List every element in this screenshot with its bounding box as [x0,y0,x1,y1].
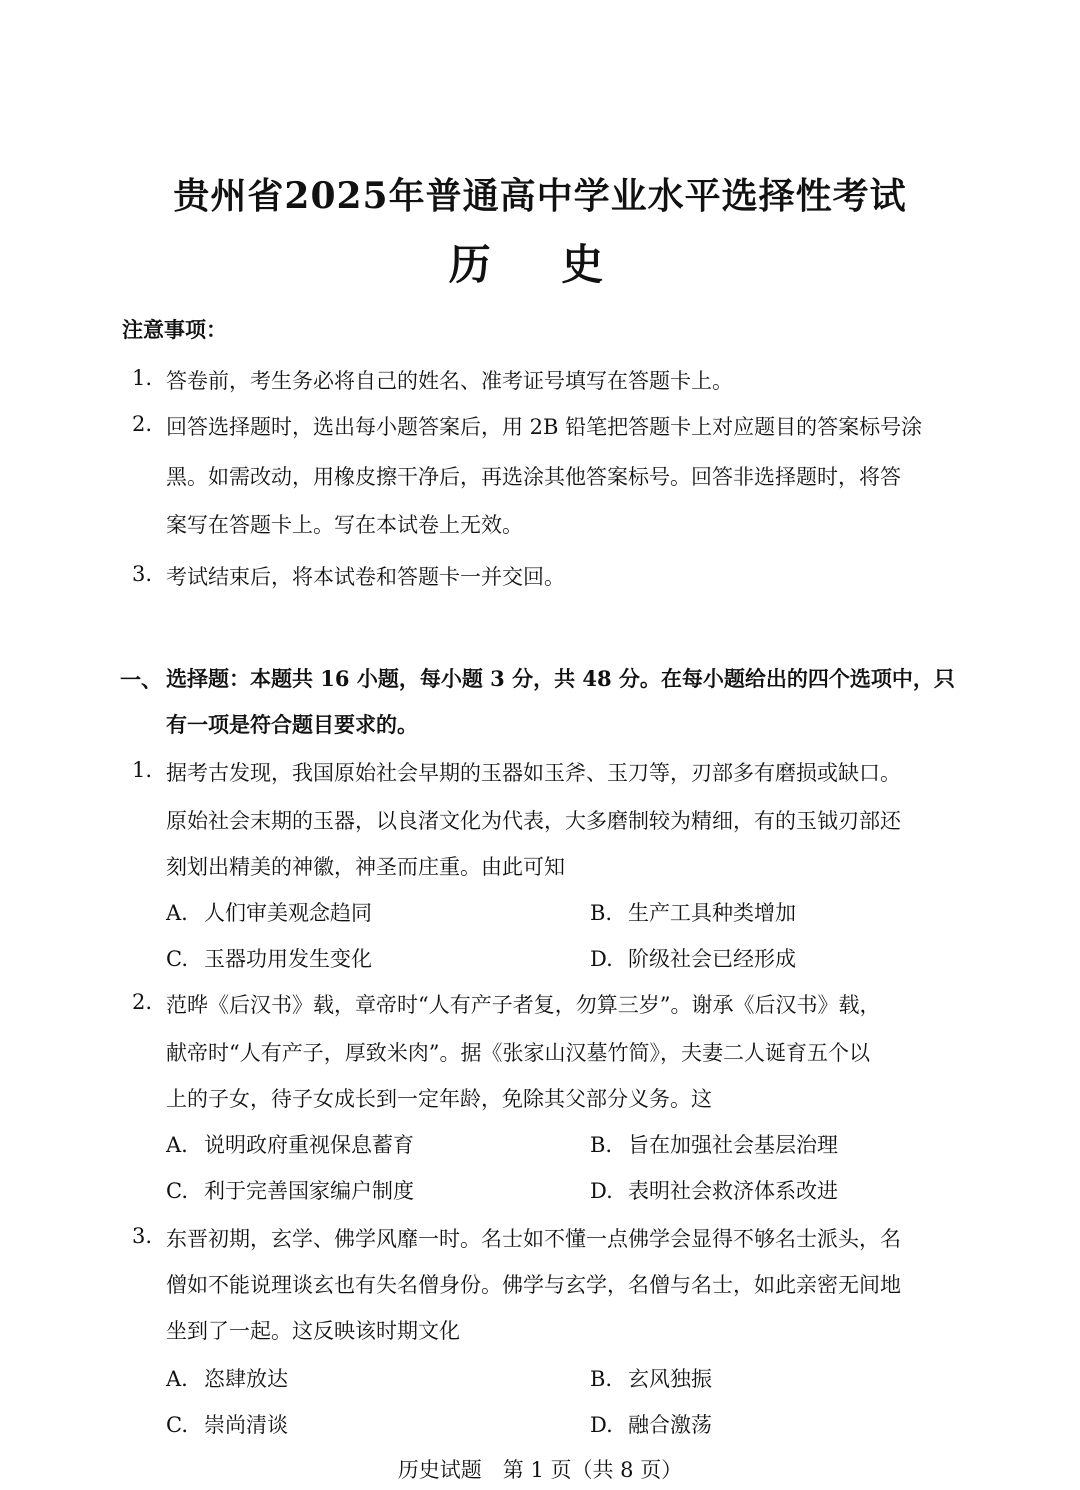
subject-title: 历 史 [448,240,632,289]
note-number: 2. [132,412,153,436]
option-text: 旨在加强社会基层治理 [628,1133,838,1157]
note-line: 考试结束后，将本试卷和答题卡一并交回。 [166,565,565,589]
option-a [166,898,372,928]
note-number: 1. [132,366,153,390]
option-letter: A. [166,901,188,925]
section-heading-line: 有一项是符合题目要求的。 [166,712,418,737]
option-letter: C. [166,1413,188,1437]
option-text: 人们审美观念趋同 [204,901,372,925]
option-text: 生产工具种类增加 [628,901,796,925]
option-letter: D. [590,1179,613,1203]
option-b [590,1130,838,1160]
option-letter: C. [166,947,188,971]
option-c [166,1176,414,1206]
option-text: 玄风独振 [628,1367,712,1391]
option-d [590,1410,712,1440]
option-a [166,1364,288,1394]
note-number: 3. [132,562,153,586]
question-line: 刻划出精美的神徽，神圣而庄重。由此可知 [166,855,565,879]
question-line: 范晔《后汉书》载，章帝时“人有产子者复，勿算三岁”。谢承《后汉书》载， [166,993,881,1017]
note-line: 案写在答题卡上。写在本试卷上无效。 [166,513,523,537]
option-text: 恣肆放达 [204,1367,288,1391]
question-line: 献帝时“人有产子，厚致米肉”。据《张家山汉墓竹简》，夫妻二人诞育五个以 [166,1041,870,1065]
page-footer: 历史试题 第 1 页（共 8 页） [397,1458,683,1482]
section-number: 一、 [120,667,162,692]
option-letter: A. [166,1133,188,1157]
option-letter: A. [166,1367,188,1391]
option-letter: B. [590,901,613,925]
section-heading-line: 选择题：本题共 16 小题，每小题 3 分，共 48 分。在每小题给出的四个选项中，只 [166,666,955,691]
option-text: 玉器功用发生变化 [204,947,372,971]
option-d [590,1176,838,1206]
question-number: 3. [132,1224,153,1248]
question-number: 2. [132,990,153,1014]
option-a [166,1130,414,1160]
option-text: 表明社会救济体系改进 [628,1179,838,1203]
option-text: 融合激荡 [628,1413,712,1437]
option-d [590,944,796,974]
option-c [166,1410,288,1440]
option-letter: C. [166,1179,188,1203]
option-b [590,1364,712,1394]
option-text: 阶级社会已经形成 [628,947,796,971]
question-line: 坐到了一起。这反映该时期文化 [166,1319,460,1343]
option-text: 崇尚清谈 [204,1413,288,1437]
question-line: 据考古发现，我国原始社会早期的玉器如玉斧、玉刀等，刃部多有磨损或缺口。 [166,761,901,785]
note-line: 答卷前，考生务必将自己的姓名、准考证号填写在答题卡上。 [166,369,733,393]
option-b [590,898,796,928]
question-line: 原始社会末期的玉器，以良渚文化为代表，大多磨制较为精细，有的玉钺刃部还 [166,809,901,833]
option-c [166,944,372,974]
question-line: 僧如不能说理谈玄也有失名僧身份。佛学与玄学，名僧与名士，如此亲密无间地 [166,1273,901,1297]
option-letter: D. [590,1413,613,1437]
notes-heading: 注意事项： [122,317,227,342]
exam-title: 贵州省2025年普通高中学业水平选择性考试 [173,175,907,217]
option-text: 利于完善国家编户制度 [204,1179,414,1203]
option-letter: B. [590,1133,613,1157]
note-line: 回答选择题时，选出每小题答案后，用 2B 铅笔把答题卡上对应题目的答案标号涂 [166,415,923,439]
option-text: 说明政府重视保息蓄育 [204,1133,414,1157]
option-letter: D. [590,947,613,971]
option-letter: B. [590,1367,613,1391]
question-line: 上的子女，待子女成长到一定年龄，免除其父部分义务。这 [166,1087,712,1111]
question-number: 1. [132,758,153,782]
note-line: 黑。如需改动，用橡皮擦干净后，再选涂其他答案标号。回答非选择题时，将答 [166,465,901,489]
question-line: 东晋初期，玄学、佛学风靡一时。名士如不懂一点佛学会显得不够名士派头，名 [166,1227,901,1251]
